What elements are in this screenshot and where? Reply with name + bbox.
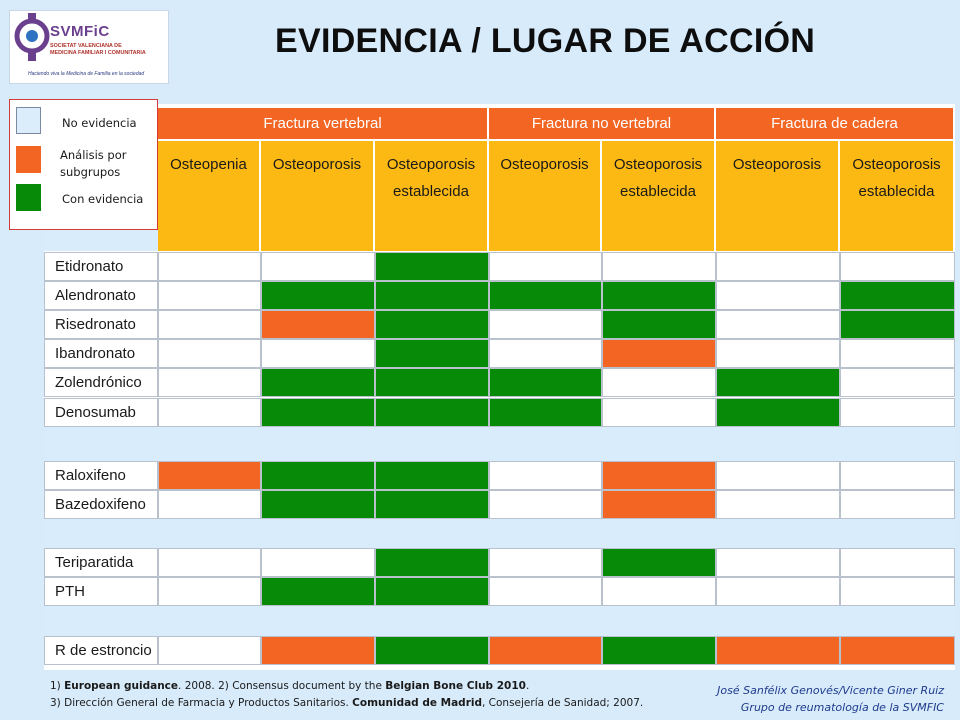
evidence-cell	[716, 339, 840, 368]
evidence-cell	[158, 548, 261, 577]
evidence-cell	[261, 636, 375, 665]
evidence-cell	[489, 281, 602, 310]
logo-name: SVMFiC	[50, 23, 110, 40]
column-header-2: Osteoporosis	[261, 141, 375, 251]
evidence-cell	[716, 636, 840, 665]
evidence-cell	[261, 339, 375, 368]
evidence-cell	[840, 339, 955, 368]
evidence-cell	[261, 368, 375, 397]
evidence-cell	[158, 490, 261, 519]
evidence-cell	[840, 636, 955, 665]
footer-line-1-part-4: .	[525, 680, 530, 692]
evidence-cell	[375, 281, 489, 310]
evidence-cell	[261, 461, 375, 490]
footer-line-1-part-1: European guidance	[64, 680, 179, 692]
evidence-cell	[602, 577, 716, 606]
evidence-cell	[489, 461, 602, 490]
footer-references-line-2	[50, 697, 643, 709]
footer-references-line-1	[50, 680, 529, 692]
evidence-cell	[489, 490, 602, 519]
evidence-cell	[716, 252, 840, 281]
evidence-cell	[158, 577, 261, 606]
legend-swatch-subgroup	[16, 146, 41, 173]
evidence-cell	[716, 368, 840, 397]
evidence-cell	[602, 636, 716, 665]
evidence-cell	[158, 636, 261, 665]
evidence-cell	[375, 368, 489, 397]
evidence-cell	[158, 339, 261, 368]
footer-line-1-part-0: 1)	[50, 680, 65, 692]
group-header-1: Fractura vertebral	[158, 108, 489, 141]
evidence-cell	[375, 636, 489, 665]
evidence-table	[44, 104, 955, 670]
row-separator	[44, 427, 955, 461]
evidence-cell	[261, 398, 375, 427]
evidence-cell	[602, 310, 716, 339]
drug-label: Denosumab	[44, 398, 158, 427]
evidence-cell	[158, 310, 261, 339]
drug-label: R de estroncio	[44, 636, 158, 665]
footer-line-1-part-2: . 2008. 2) Consensus document by the	[178, 680, 386, 692]
legend-label-subgroup: Análisis por subgrupos	[60, 148, 127, 179]
drug-label: Raloxifeno	[44, 461, 158, 490]
evidence-cell	[489, 339, 602, 368]
evidence-cell	[261, 577, 375, 606]
evidence-cell	[489, 252, 602, 281]
evidence-cell	[489, 368, 602, 397]
logo-tagline: Haciendo viva la Medicina de Familia en la sociedad	[28, 71, 145, 77]
drug-label: Zolendrónico	[44, 368, 158, 397]
evidence-cell	[840, 461, 955, 490]
row-separator	[44, 606, 955, 636]
drug-label: Alendronato	[44, 281, 158, 310]
footer-line-2-part-1: Comunidad de Madrid	[352, 697, 482, 709]
evidence-cell	[840, 310, 955, 339]
evidence-cell	[158, 281, 261, 310]
evidence-cell	[716, 461, 840, 490]
footer-line-1-part-3: Belgian Bone Club 2010	[385, 680, 526, 692]
evidence-cell	[716, 577, 840, 606]
evidence-cell	[489, 577, 602, 606]
evidence-cell	[840, 490, 955, 519]
evidence-cell	[158, 398, 261, 427]
legend	[9, 99, 158, 230]
evidence-cell	[840, 281, 955, 310]
author-line-2: Grupo de reumatología de la SVMFIC	[740, 701, 944, 714]
evidence-cell	[375, 548, 489, 577]
evidence-cell	[602, 252, 716, 281]
evidence-cell	[840, 577, 955, 606]
drug-label: Risedronato	[44, 310, 158, 339]
evidence-cell	[716, 398, 840, 427]
legend-swatch-evidence	[16, 184, 41, 211]
logo-society-line-1: SOCIETAT VALENCIANA DE	[50, 43, 122, 49]
drug-label: Teriparatida	[44, 548, 158, 577]
author-line-1: José Sanfélix Genovés/Vicente Giner Ruiz	[717, 684, 944, 697]
evidence-cell	[375, 461, 489, 490]
logo-society-line-2: MEDICINA FAMILIAR I COMUNITARIA	[50, 50, 146, 56]
row-separator	[44, 519, 955, 548]
evidence-cell	[840, 368, 955, 397]
group-header-3: Fractura de cadera	[716, 108, 955, 141]
evidence-cell	[375, 252, 489, 281]
evidence-cell	[716, 310, 840, 339]
evidence-cell	[375, 310, 489, 339]
evidence-cell	[840, 548, 955, 577]
svmfic-logo-icon	[10, 11, 50, 69]
column-header-4: Osteoporosis	[489, 141, 602, 251]
footer-line-2-part-2: , Consejería de Sanidad; 2007.	[482, 697, 644, 709]
evidence-cell	[602, 461, 716, 490]
evidence-cell	[261, 490, 375, 519]
group-header-2: Fractura no vertebral	[489, 108, 716, 141]
evidence-cell	[261, 310, 375, 339]
evidence-cell	[602, 281, 716, 310]
legend-swatch-no-evidence	[16, 107, 41, 134]
evidence-cell	[840, 252, 955, 281]
evidence-cell	[489, 548, 602, 577]
drug-label: Bazedoxifeno	[44, 490, 158, 519]
evidence-cell	[602, 398, 716, 427]
evidence-cell	[261, 281, 375, 310]
evidence-cell	[716, 548, 840, 577]
drug-label: Ibandronato	[44, 339, 158, 368]
evidence-cell	[375, 398, 489, 427]
evidence-cell	[489, 398, 602, 427]
evidence-cell	[840, 398, 955, 427]
svmfic-logo	[9, 10, 169, 84]
evidence-cell	[716, 490, 840, 519]
evidence-cell	[602, 490, 716, 519]
evidence-cell	[261, 252, 375, 281]
drug-label: Etidronato	[44, 252, 158, 281]
column-header-5: Osteoporosis establecida	[602, 141, 716, 251]
column-header-1: Osteopenia	[158, 141, 261, 251]
column-header-6: Osteoporosis	[716, 141, 840, 251]
evidence-cell	[375, 339, 489, 368]
evidence-cell	[602, 339, 716, 368]
column-header-7: Osteoporosis establecida	[840, 141, 955, 251]
evidence-cell	[489, 310, 602, 339]
legend-label-no-evidence: No evidencia	[62, 116, 137, 130]
evidence-cell	[261, 548, 375, 577]
column-header-3: Osteoporosis establecida	[375, 141, 489, 251]
evidence-cell	[489, 636, 602, 665]
evidence-cell	[716, 281, 840, 310]
footer-line-2-part-0: 3) Dirección General de Farmacia y Productos Sanitarios.	[50, 697, 353, 709]
legend-label-evidence: Con evidencia	[62, 192, 144, 206]
evidence-cell	[602, 548, 716, 577]
evidence-cell	[375, 577, 489, 606]
drug-label: PTH	[44, 577, 158, 606]
evidence-cell	[375, 490, 489, 519]
evidence-cell	[158, 368, 261, 397]
evidence-cell	[158, 252, 261, 281]
slide-title: EVIDENCIA / LUGAR DE ACCIÓN	[275, 22, 816, 60]
evidence-cell	[158, 461, 261, 490]
evidence-cell	[602, 368, 716, 397]
